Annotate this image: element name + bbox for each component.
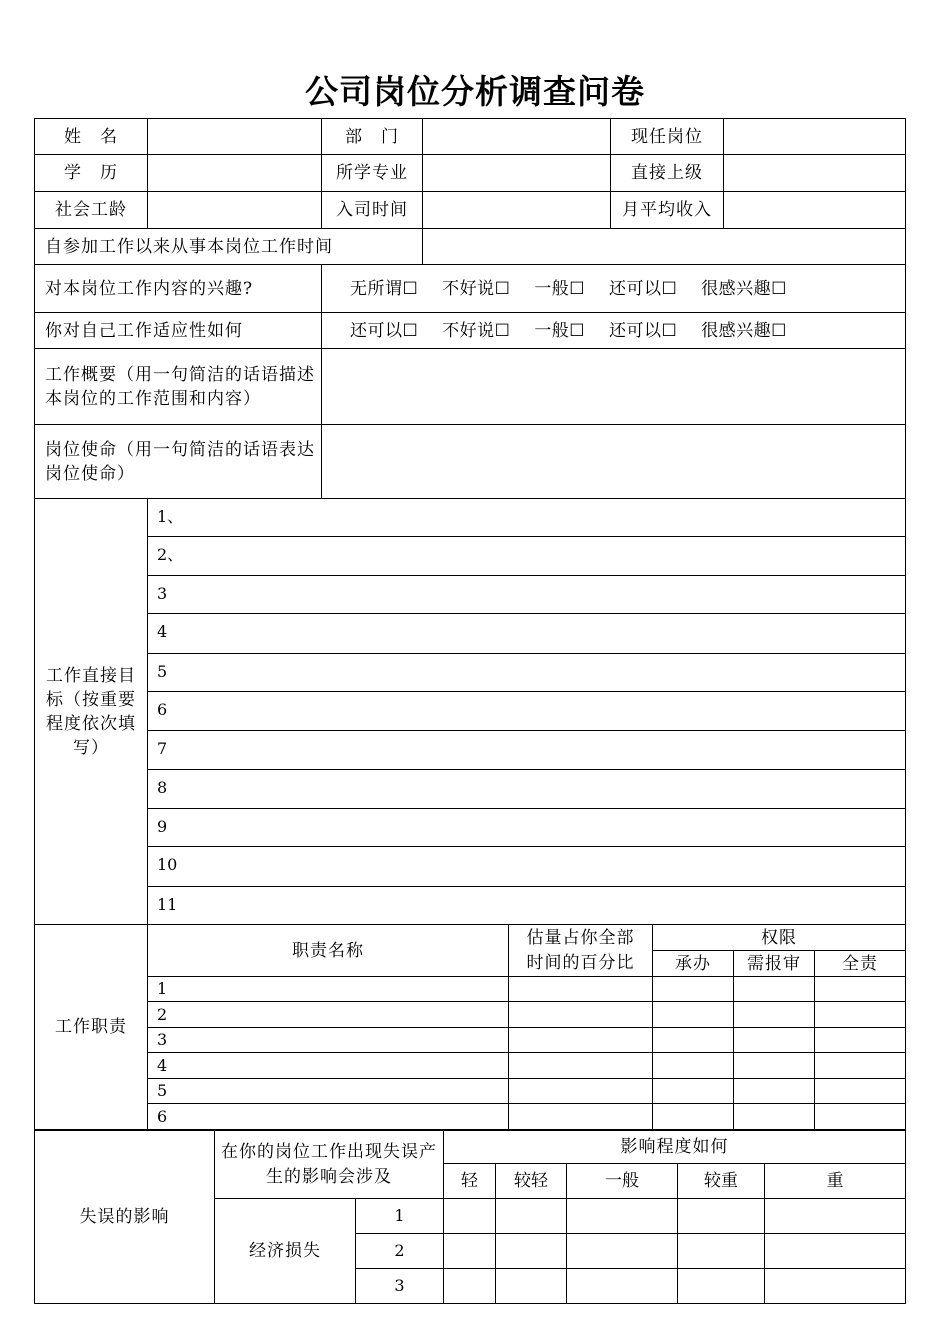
- duty-row-name[interactable]: 3: [148, 1028, 509, 1053]
- duty-percent-header: 估量占你全部时间的百分比: [509, 925, 653, 977]
- duty-row-report[interactable]: [734, 1053, 815, 1079]
- goal-row[interactable]: 3: [148, 576, 906, 614]
- label-work-years: 社会工龄: [35, 192, 148, 229]
- duty-row-undertake[interactable]: [653, 1079, 734, 1104]
- impact-level-light: 轻: [444, 1164, 496, 1199]
- duty-row-percent[interactable]: [509, 1104, 653, 1130]
- impact-level-heavy: 重: [765, 1164, 906, 1199]
- goal-row[interactable]: 10: [148, 847, 906, 887]
- duties-table: [34, 924, 906, 1130]
- interest-option[interactable]: 很感兴趣☐: [701, 278, 787, 299]
- impact-degree-header: 影响程度如何: [444, 1131, 906, 1164]
- authority-header: 权限: [653, 925, 906, 951]
- impact-cell[interactable]: [444, 1269, 496, 1304]
- impact-cell[interactable]: [444, 1199, 496, 1234]
- suitability-option[interactable]: 还可以☐: [608, 320, 678, 341]
- interest-option[interactable]: 不好说☐: [442, 278, 511, 299]
- suitability-option[interactable]: 一般☐: [534, 320, 586, 341]
- interest-option[interactable]: 还可以☐: [608, 278, 678, 299]
- duty-row-undertake[interactable]: [653, 1053, 734, 1079]
- duty-row-percent[interactable]: [509, 1002, 653, 1028]
- duty-row-percent[interactable]: [509, 977, 653, 1002]
- suitability-options: [322, 313, 906, 349]
- mistakes-table: [34, 1130, 906, 1304]
- impact-cell[interactable]: [567, 1234, 678, 1269]
- loss-row-number: 2: [356, 1234, 444, 1269]
- goal-row[interactable]: 7: [148, 731, 906, 770]
- suitability-option[interactable]: 很感兴趣☐: [701, 320, 787, 341]
- impact-cell[interactable]: [678, 1199, 765, 1234]
- interest-option[interactable]: 一般☐: [534, 278, 586, 299]
- label-interest: 对本岗位工作内容的兴趣?: [35, 265, 322, 313]
- duty-name-header: 职责名称: [148, 925, 509, 977]
- impact-cell[interactable]: [678, 1269, 765, 1304]
- duty-row-full[interactable]: [815, 1104, 906, 1130]
- label-tenure: 自参加工作以来从事本岗位工作时间: [35, 229, 423, 265]
- duty-row-name[interactable]: 2: [148, 1002, 509, 1028]
- label-join-date: 入司时间: [322, 192, 423, 229]
- label-education: 学 历: [35, 155, 148, 192]
- field-education[interactable]: [148, 155, 322, 192]
- duty-row-full[interactable]: [815, 977, 906, 1002]
- suitability-option[interactable]: 还可以☐: [350, 320, 419, 341]
- duty-row-name[interactable]: 5: [148, 1079, 509, 1104]
- duty-row-name[interactable]: 1: [148, 977, 509, 1002]
- impact-cell[interactable]: [765, 1234, 906, 1269]
- goal-row[interactable]: 6: [148, 692, 906, 731]
- label-direct-goals: 工作直接目标（按重要程度依次填写）: [35, 499, 148, 925]
- impact-cell[interactable]: [765, 1269, 906, 1304]
- impact-cell[interactable]: [496, 1269, 567, 1304]
- goal-row[interactable]: 2、: [148, 537, 906, 576]
- mistake-scope-header: 在你的岗位工作出现失误产生的影响会涉及: [215, 1131, 444, 1199]
- label-suitability: 你对自己工作适应性如何: [35, 313, 322, 349]
- field-monthly-income[interactable]: [724, 192, 906, 229]
- duty-row-report[interactable]: [734, 1079, 815, 1104]
- loss-row-number: 1: [356, 1199, 444, 1234]
- authority-col-full: 全责: [815, 951, 906, 977]
- label-monthly-income: 月平均收入: [611, 192, 724, 229]
- goal-row[interactable]: 5: [148, 654, 906, 692]
- label-economic-loss: 经济损失: [215, 1199, 356, 1304]
- duty-row-report[interactable]: [734, 1028, 815, 1053]
- goal-row[interactable]: 9: [148, 809, 906, 847]
- impact-level-lighter: 较轻: [496, 1164, 567, 1199]
- impact-cell[interactable]: [567, 1269, 678, 1304]
- authority-col-undertake: 承办: [653, 951, 734, 977]
- interest-option[interactable]: 无所谓☐: [350, 278, 419, 299]
- duty-row-full[interactable]: [815, 1028, 906, 1053]
- label-direct-supervisor: 直接上级: [611, 155, 724, 192]
- field-department[interactable]: [423, 119, 611, 155]
- field-job-summary[interactable]: [322, 349, 906, 425]
- duty-row-name[interactable]: 6: [148, 1104, 509, 1130]
- interest-options: [322, 265, 906, 313]
- label-job-mission: 岗位使命（用一句简洁的话语表达岗位使命）: [35, 425, 322, 499]
- label-major: 所学专业: [322, 155, 423, 192]
- duty-row-report[interactable]: [734, 1002, 815, 1028]
- impact-level-medium: 一般: [567, 1164, 678, 1199]
- field-major[interactable]: [423, 155, 611, 192]
- field-job-mission[interactable]: [322, 425, 906, 499]
- field-join-date[interactable]: [423, 192, 611, 229]
- duty-row-full[interactable]: [815, 1079, 906, 1104]
- label-mistake-impact: 失误的影响: [35, 1131, 215, 1304]
- duty-row-undertake[interactable]: [653, 977, 734, 1002]
- field-name[interactable]: [148, 119, 322, 155]
- basic-info-table: [34, 118, 906, 265]
- label-name: 姓 名: [35, 119, 148, 155]
- label-job-summary: 工作概要（用一句简洁的话语描述本岗位的工作范围和内容）: [35, 349, 322, 425]
- label-job-duties: 工作职责: [35, 925, 148, 1130]
- loss-row-number: 3: [356, 1269, 444, 1304]
- authority-col-report: 需报审: [734, 951, 815, 977]
- duty-row-percent[interactable]: [509, 1079, 653, 1104]
- goal-row[interactable]: 11: [148, 887, 906, 925]
- label-current-position: 现任岗位: [611, 119, 724, 155]
- goal-row[interactable]: 8: [148, 770, 906, 809]
- attitude-table: [34, 264, 906, 499]
- impact-level-heavier: 较重: [678, 1164, 765, 1199]
- impact-cell[interactable]: [678, 1234, 765, 1269]
- duty-row-report[interactable]: [734, 1104, 815, 1130]
- duty-row-report[interactable]: [734, 977, 815, 1002]
- page-title: 公司岗位分析调查问卷: [305, 72, 645, 111]
- field-direct-supervisor[interactable]: [724, 155, 906, 192]
- impact-cell[interactable]: [496, 1199, 567, 1234]
- label-department: 部 门: [322, 119, 423, 155]
- duty-row-undertake[interactable]: [653, 1002, 734, 1028]
- duty-row-percent[interactable]: [509, 1053, 653, 1079]
- impact-cell[interactable]: [765, 1199, 906, 1234]
- impact-cell[interactable]: [496, 1234, 567, 1269]
- goal-row[interactable]: 1、: [148, 499, 906, 537]
- duty-row-undertake[interactable]: [653, 1028, 734, 1053]
- suitability-option[interactable]: 不好说☐: [442, 320, 511, 341]
- field-work-years[interactable]: [148, 192, 322, 229]
- impact-cell[interactable]: [444, 1234, 496, 1269]
- duty-row-full[interactable]: [815, 1053, 906, 1079]
- duty-row-full[interactable]: [815, 1002, 906, 1028]
- duty-row-name[interactable]: 4: [148, 1053, 509, 1079]
- field-current-position[interactable]: [724, 119, 906, 155]
- impact-cell[interactable]: [567, 1199, 678, 1234]
- duty-row-undertake[interactable]: [653, 1104, 734, 1130]
- field-tenure[interactable]: [423, 229, 906, 265]
- goals-table: [34, 498, 906, 925]
- goal-row[interactable]: 4: [148, 614, 906, 654]
- duty-row-percent[interactable]: [509, 1028, 653, 1053]
